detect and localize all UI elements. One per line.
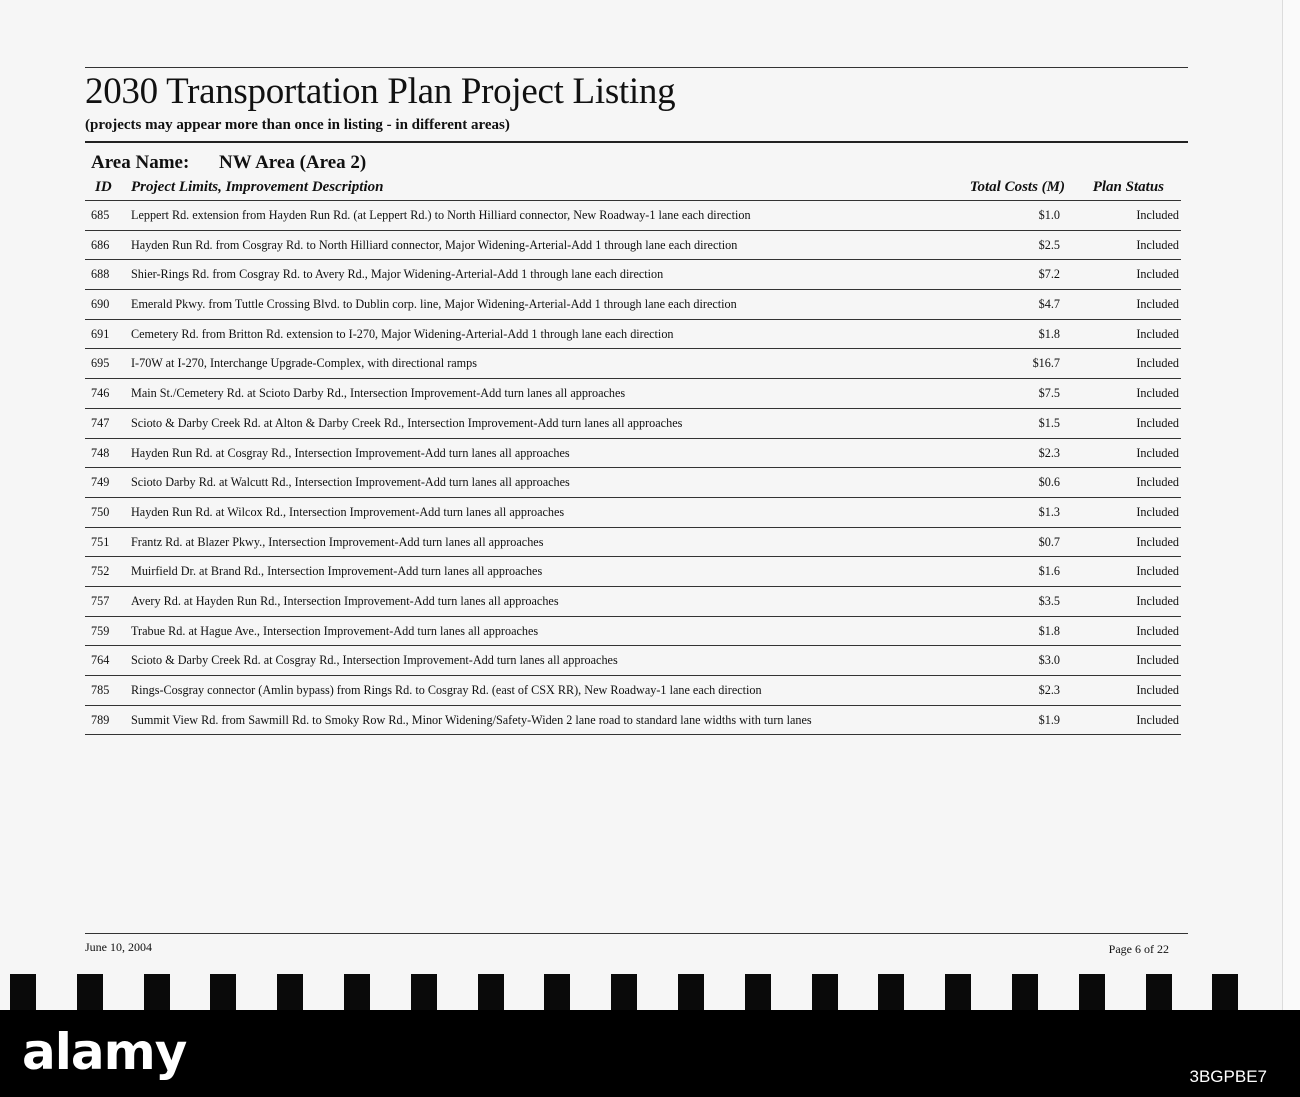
table-row [85,528,1181,558]
row-cost: $7.5 [1038,386,1060,401]
row-cost: $2.3 [1038,683,1060,697]
binding-hole [1079,974,1105,1010]
table-row [85,587,1181,617]
row-id: 751 [91,534,110,549]
row-description: I-70W at I-270, Interchange Upgrade-Complex, with directional ramps [131,356,477,371]
row-status: Included [1136,712,1179,727]
row-status: Included [1136,445,1179,460]
binding-hole [1212,974,1238,1010]
row-status: Included [1136,237,1179,252]
row-description: Summit View Rd. from Sawmill Rd. to Smoky Row Rd., Minor Widening/Safety-Widen 2 lane road to standard lane widths with turn lanes [131,712,812,727]
table-row [85,409,1181,439]
row-cost: $4.7 [1038,297,1060,312]
row-id: 757 [91,593,110,608]
binding-hole [344,974,370,1010]
row-cost: $7.2 [1038,267,1060,282]
row-id: 686 [91,237,110,252]
row-cost: $0.6 [1038,475,1060,490]
column-header-description: Project Limits, Improvement Description [131,179,384,195]
table-row [85,379,1181,409]
row-cost: $1.0 [1038,208,1060,222]
binding-hole [945,974,971,1010]
row-status: Included [1136,683,1179,697]
stock-banner [0,1010,1300,1097]
row-id: 695 [91,356,110,371]
table-row [85,498,1181,528]
row-id: 764 [91,653,110,668]
row-cost: $2.5 [1038,237,1060,252]
stock-image-code: 3BGPBE7 [1189,1067,1267,1086]
row-status: Included [1136,593,1179,608]
project-table [85,200,1181,735]
row-id: 690 [91,297,110,312]
binding-hole [878,974,904,1010]
row-cost: $1.8 [1038,326,1060,341]
footer-rule [85,933,1188,934]
binding-hole [745,974,771,1010]
row-cost: $1.8 [1038,623,1060,638]
table-row [85,557,1181,587]
row-description: Scioto & Darby Creek Rd. at Cosgray Rd., Intersection Improvement-Add turn lanes all approaches [131,653,618,668]
table-row [85,320,1181,350]
table-row [85,617,1181,647]
row-cost: $16.7 [1032,356,1060,371]
row-description: Cemetery Rd. from Britton Rd. extension to I-270, Major Widening-Arterial-Add 1 through lane each direction [131,326,674,341]
table-row [85,260,1181,290]
area-value: NW Area (Area 2) [219,152,367,173]
column-header-id: ID [95,179,112,195]
row-status: Included [1136,623,1179,638]
row-id: 752 [91,564,110,579]
page-edge [1282,0,1300,1010]
row-description: Muirfield Dr. at Brand Rd., Intersection Improvement-Add turn lanes all approaches [131,564,543,579]
binding-hole [812,974,838,1010]
area-heading [91,152,366,174]
binding-hole [544,974,570,1010]
row-status: Included [1136,386,1179,401]
binding-hole [10,974,36,1010]
binding-hole [611,974,637,1010]
row-description: Hayden Run Rd. at Cosgray Rd., Intersection Improvement-Add turn lanes all approaches [131,445,570,460]
row-description: Scioto & Darby Creek Rd. at Alton & Darby Creek Rd., Intersection Improvement-Add turn lanes all approaches [131,415,683,430]
row-status: Included [1136,267,1179,282]
row-status: Included [1136,475,1179,490]
column-header-cost: Total Costs (M) [969,179,1065,195]
table-row [85,706,1181,736]
row-description: Rings-Cosgray connector (Amlin bypass) from Rings Rd. to Cosgray Rd. (east of CSX RR), New Roadway-1 lane each direction [131,683,762,697]
page-title: 2030 Transportation Plan Project Listing [85,71,676,112]
table-row [85,676,1181,706]
top-rule [85,67,1188,68]
table-row [85,349,1181,379]
binding-hole [277,974,303,1010]
row-status: Included [1136,504,1179,519]
area-label: Area Name: [91,152,190,173]
binding-hole [411,974,437,1010]
row-description: Shier-Rings Rd. from Cosgray Rd. to Avery Rd., Major Widening-Arterial-Add 1 through lane each direction [131,267,664,282]
row-id: 747 [91,415,110,430]
table-row [85,231,1181,261]
row-status: Included [1136,297,1179,312]
table-row [85,468,1181,498]
row-description: Trabue Rd. at Hague Ave., Intersection Improvement-Add turn lanes all approaches [131,623,539,638]
binding-hole [1146,974,1172,1010]
table-row [85,439,1181,469]
row-description: Main St./Cemetery Rd. at Scioto Darby Rd., Intersection Improvement-Add turn lanes all approaches [131,386,626,401]
binding-hole [210,974,236,1010]
binding-hole [77,974,103,1010]
row-id: 688 [91,267,110,282]
row-id: 789 [91,712,110,727]
column-header-status: Plan Status [1092,179,1164,195]
table-row [85,646,1181,676]
row-cost: $1.5 [1038,415,1060,430]
row-id: 691 [91,326,110,341]
row-id: 750 [91,504,110,519]
stock-brand-logo: alamy [22,1023,187,1081]
row-status: Included [1136,326,1179,341]
row-cost: $3.0 [1038,653,1060,668]
row-id: 748 [91,445,110,460]
row-description: Leppert Rd. extension from Hayden Run Rd. (at Leppert Rd.) to North Hilliard connector, New Roadway-1 lane each direction [131,208,751,222]
row-id: 746 [91,386,110,401]
binding-hole [144,974,170,1010]
row-id: 749 [91,475,110,490]
footer-page-number: Page 6 of 22 [1108,942,1169,956]
row-cost: $1.3 [1038,504,1060,519]
row-description: Hayden Run Rd. from Cosgray Rd. to North Hilliard connector, Major Widening-Arterial-Add 1 through lane each direction [131,237,738,252]
row-description: Avery Rd. at Hayden Run Rd., Intersection Improvement-Add turn lanes all approaches [131,593,559,608]
title-rule [85,141,1188,143]
page-subtitle: (projects may appear more than once in listing - in different areas) [85,117,510,133]
table-row [85,290,1181,320]
row-status: Included [1136,653,1179,668]
row-description: Hayden Run Rd. at Wilcox Rd., Intersection Improvement-Add turn lanes all approaches [131,504,565,519]
binding-hole [478,974,504,1010]
row-status: Included [1136,208,1179,222]
row-cost: $1.9 [1038,712,1060,727]
row-description: Scioto Darby Rd. at Walcutt Rd., Intersection Improvement-Add turn lanes all approaches [131,475,570,490]
row-cost: $3.5 [1038,593,1060,608]
row-status: Included [1136,415,1179,430]
footer-date: June 10, 2004 [85,940,152,954]
row-id: 785 [91,683,110,697]
row-status: Included [1136,356,1179,371]
row-id: 759 [91,623,110,638]
row-status: Included [1136,534,1179,549]
row-description: Emerald Pkwy. from Tuttle Crossing Blvd. to Dublin corp. line, Major Widening-Arterial-Add 1 through lane each direction [131,297,737,312]
table-row [85,200,1181,231]
row-cost: $1.6 [1038,564,1060,579]
row-status: Included [1136,564,1179,579]
binding-hole [678,974,704,1010]
row-id: 685 [91,208,110,222]
row-description: Frantz Rd. at Blazer Pkwy., Intersection Improvement-Add turn lanes all approaches [131,534,544,549]
spiral-binding [0,970,1282,1010]
row-cost: $2.3 [1038,445,1060,460]
binding-hole [1012,974,1038,1010]
row-cost: $0.7 [1038,534,1060,549]
